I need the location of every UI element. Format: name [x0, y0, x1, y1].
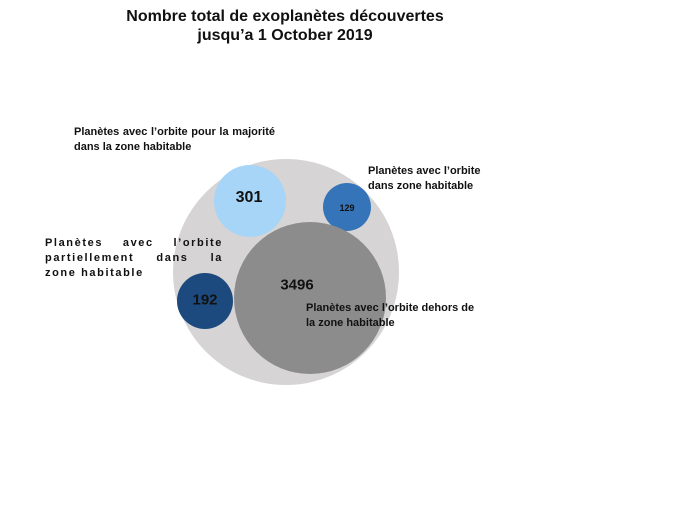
partially-habitable-label: Planètes avec l’orbite partiellement dans la zone habitable — [45, 237, 223, 279]
title-line-2: jusqu’a 1 October 2019 — [197, 27, 373, 44]
majority-habitable-label: Planètes avec l’orbite pour la majorité dans la zone habitable — [74, 126, 275, 153]
outside-habitable-value: 3496 — [280, 276, 314, 294]
in-habitable-label: Planètes avec l’orbite dans zone habitable — [368, 165, 481, 192]
in-habitable-value: 129 — [339, 203, 355, 213]
partially-habitable-value: 192 — [192, 291, 218, 309]
outside-habitable-bubble — [234, 222, 386, 374]
outside-habitable-label: Planètes avec l’orbite dehors de la zone habitable — [306, 302, 475, 329]
majority-habitable-value: 301 — [235, 189, 263, 206]
title-line-1: Nombre total de exoplanètes découvertes — [126, 8, 444, 25]
